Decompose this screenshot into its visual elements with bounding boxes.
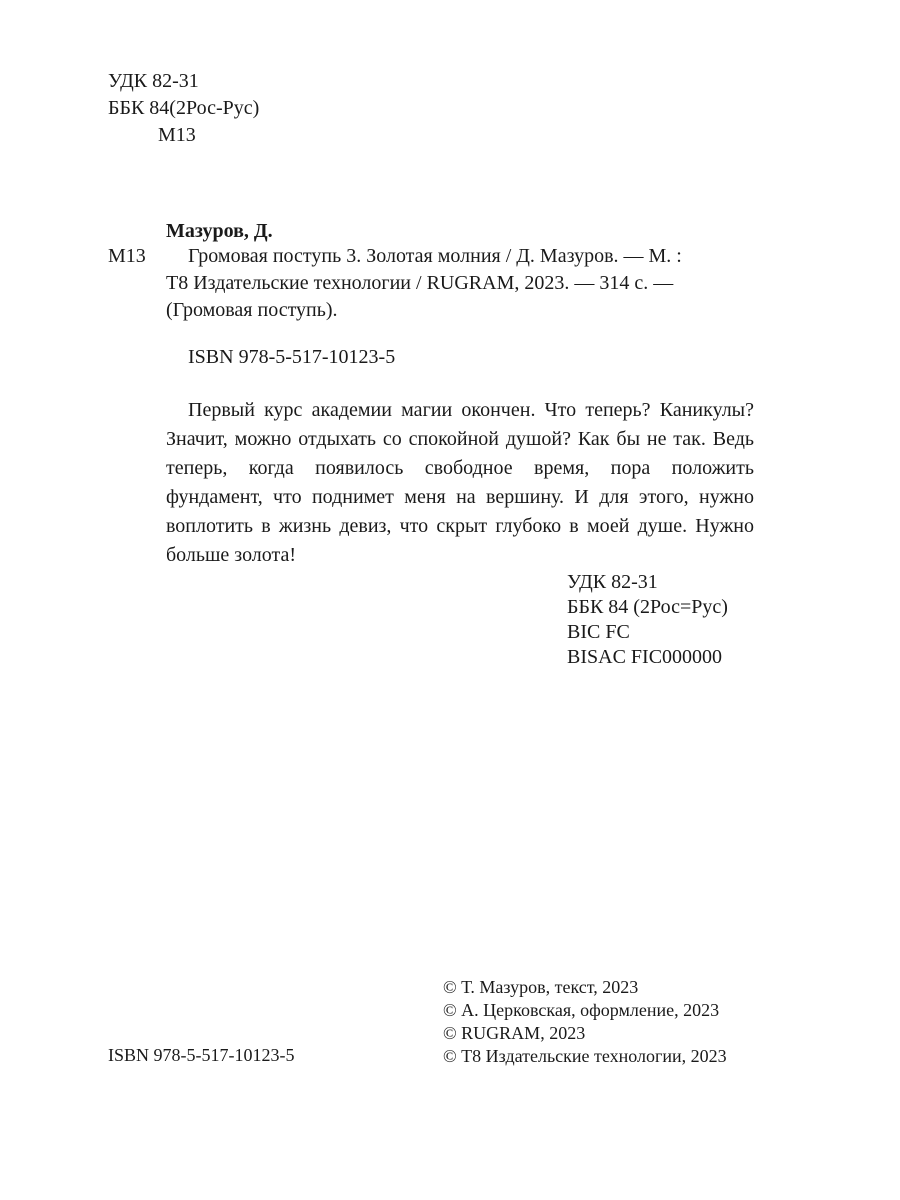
copyright-notices [443, 976, 727, 1068]
biblio-line-3: (Громовая поступь). [166, 299, 338, 321]
annotation-text: Первый курс академии магии окончен. Что теперь? Каникулы? Значит, можно отдыхать со спокойной душой? Как бы не так. Ведь теперь, когда появилось свободное время, пора положить фундамент, что поднимет меня на вершину. И для этого, нужно воплотить в жизнь девиз, что скрыт глубоко в моей душе. Нужно больше золота! [166, 399, 754, 566]
top-classification-codes [108, 68, 259, 149]
record-isbn: ISBN 978-5-517-10123-5 [188, 346, 396, 368]
classification-codes [567, 570, 728, 670]
record-margin-code: М13 [108, 245, 146, 267]
biblio-line-1: Громовая поступь 3. Золотая молния / Д. Мазуров. — М. : [188, 245, 682, 267]
bbk-code: ББК 84(2Рос-Рус) [108, 97, 260, 119]
classification-bbk: ББК 84 (2Рос=Рус) [567, 596, 728, 618]
classification-bic: BIC FC [567, 621, 630, 643]
classification-udk: УДК 82-31 [567, 571, 658, 593]
udk-code: УДК 82-31 [108, 70, 199, 92]
copyright-line: © Т8 Издательские технологии, 2023 [443, 1046, 727, 1066]
copyright-line: © Т. Мазуров, текст, 2023 [443, 977, 639, 997]
author-mark: М13 [158, 124, 196, 146]
biblio-line-2: Т8 Издательские технологии / RUGRAM, 2023. — 314 с. — [166, 272, 674, 294]
classification-bisac: BISAC FIC000000 [567, 646, 723, 668]
isbn-bottom: ISBN 978-5-517-10123-5 [108, 1045, 295, 1065]
bibliographic-description [166, 243, 754, 324]
copyright-line: © RUGRAM, 2023 [443, 1023, 586, 1043]
copyright-line: © А. Церковская, оформление, 2023 [443, 1000, 720, 1020]
record-author: Мазуров, Д. [166, 220, 273, 242]
